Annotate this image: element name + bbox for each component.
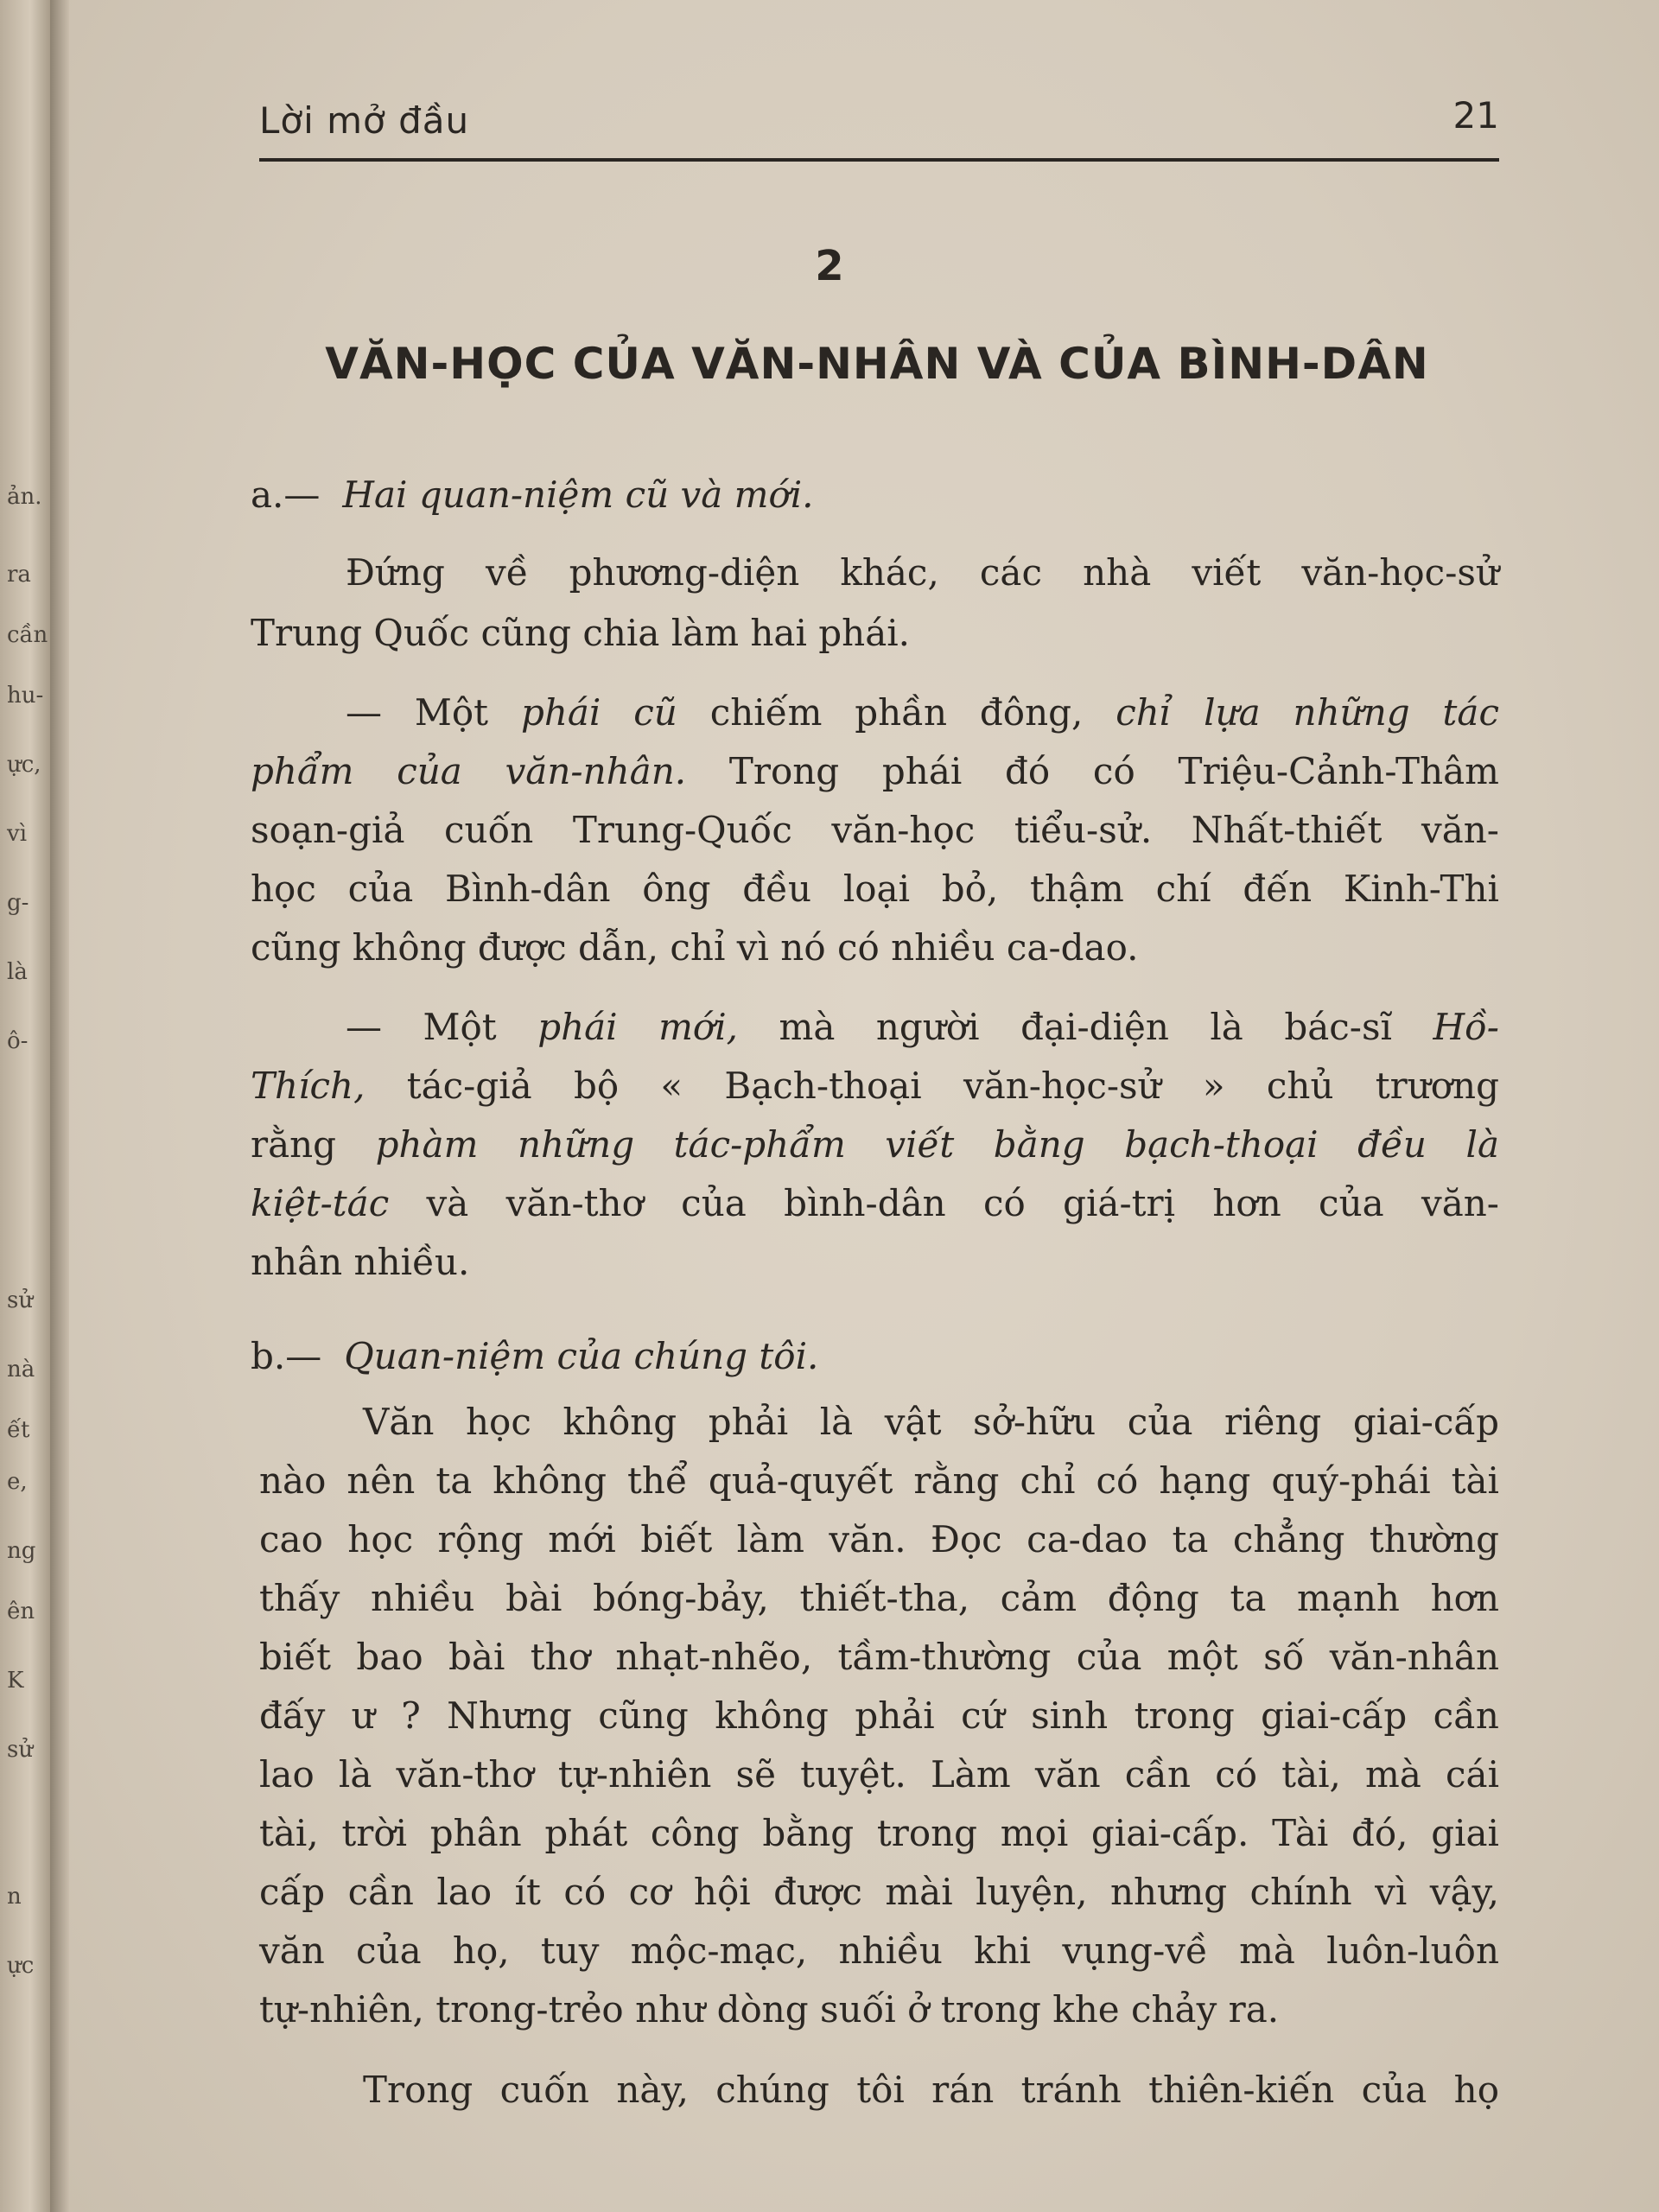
facing-page-fragment: ản. bbox=[7, 484, 42, 510]
chapter-number: 2 bbox=[815, 242, 844, 290]
paragraph-line: thấy nhiều bài bóng-bảy, thiết-tha, cảm động ta mạnh hơn bbox=[259, 1577, 1499, 1619]
chapter-title: VĂN-HỌC CỦA VĂN-NHÂN VÀ CỦA BÌNH-DÂN bbox=[325, 339, 1429, 389]
paragraph-line: cao học rộng mới biết làm văn. Đọc ca-dao ta chẳng thường bbox=[259, 1518, 1499, 1560]
facing-page-fragment: n bbox=[7, 1884, 22, 1910]
facing-page-fragment: nà bbox=[7, 1357, 35, 1382]
facing-page-fragment: vì bbox=[7, 821, 28, 847]
facing-page-fragment: là bbox=[7, 959, 28, 985]
paragraph-line: soạn-giả cuốn Trung-Quốc văn-học tiểu-sử. Nhất-thiết văn- bbox=[251, 809, 1499, 851]
page-header bbox=[259, 94, 1499, 151]
section-b-marker: b.— bbox=[251, 1335, 322, 1377]
facing-page-fragment: cần bbox=[7, 622, 48, 648]
paragraph-line: tự-nhiên, trong-trẻo như dòng suối ở trong khe chảy ra. bbox=[259, 1988, 1280, 2031]
facing-page-fragment: e, bbox=[7, 1469, 28, 1495]
section-a-marker: a.— bbox=[251, 474, 321, 516]
paragraph-line: lao là văn-thơ tự-nhiên sẽ tuyệt. Làm văn cần có tài, mà cái bbox=[259, 1753, 1499, 1796]
paragraph-line: biết bao bài thơ nhạt-nhẽo, tầm-thường của một số văn-nhân bbox=[259, 1636, 1499, 1678]
facing-page-fragment: ên bbox=[7, 1599, 35, 1624]
section-b-title: Quan-niệm của chúng tôi. bbox=[344, 1335, 819, 1377]
paragraph-line: văn của họ, tuy mộc-mạc, nhiều khi vụng-về mà luôn-luôn bbox=[259, 1929, 1499, 1972]
paragraph-line: nhân nhiều. bbox=[251, 1241, 470, 1283]
paragraph-line: rằng phàm những tác-phẩm viết bằng bạch-thoại đều là bbox=[251, 1123, 1499, 1166]
facing-page-fragment: ng bbox=[7, 1538, 36, 1564]
facing-page-edge bbox=[0, 0, 50, 2212]
section-a-heading bbox=[251, 474, 814, 516]
section-a-title: Hai quan-niệm cũ và mới. bbox=[342, 474, 814, 516]
paragraph-line: Thích, tác-giả bộ « Bạch-thoại văn-học-sử » chủ trương bbox=[251, 1065, 1499, 1107]
paragraph-line: tài, trời phân phát công bằng trong mọi giai-cấp. Tài đó, giai bbox=[259, 1812, 1499, 1854]
facing-page-fragment: ực, bbox=[7, 752, 41, 778]
paragraph-line: Đứng về phương-diện khác, các nhà viết văn-học-sử bbox=[346, 551, 1499, 594]
paragraph-line: Văn học không phải là vật sở-hữu của riêng giai-cấp bbox=[363, 1401, 1499, 1443]
book-gutter bbox=[50, 0, 69, 2212]
paragraph-line: kiệt-tác và văn-thơ của bình-dân có giá-trị hơn của văn- bbox=[251, 1182, 1499, 1224]
paragraph-line: Trung Quốc cũng chia làm hai phái. bbox=[251, 612, 911, 654]
paragraph-line: cấp cần lao ít có cơ hội được mài luyện, nhưng chính vì vậy, bbox=[259, 1871, 1499, 1913]
facing-page-fragment: sử bbox=[7, 1737, 34, 1763]
facing-page-fragment: sử bbox=[7, 1287, 34, 1313]
paragraph-line: nào nên ta không thể quả-quyết rằng chỉ có hạng quý-phái tài bbox=[259, 1459, 1499, 1502]
paragraph-line: — Một phái cũ chiếm phần đông, chỉ lựa những tác bbox=[346, 691, 1499, 734]
paragraph-line: Trong cuốn này, chúng tôi rán tránh thiên-kiến của họ bbox=[363, 2069, 1499, 2111]
facing-page-fragment: ra bbox=[7, 562, 31, 588]
facing-page-fragment: ực bbox=[7, 1953, 35, 1979]
paragraph-line: phẩm của văn-nhân. Trong phái đó có Triệu-Cảnh-Thâm bbox=[251, 750, 1499, 792]
paragraph-line: đấy ư ? Nhưng cũng không phải cứ sinh trong giai-cấp cần bbox=[259, 1694, 1499, 1737]
facing-page-fragment: g- bbox=[7, 890, 29, 916]
section-b-heading bbox=[251, 1335, 818, 1377]
paragraph-line: — Một phái mới, mà người đại-diện là bác-sĩ Hồ- bbox=[346, 1006, 1499, 1048]
page-number: 21 bbox=[1452, 94, 1499, 137]
facing-page-fragment: K bbox=[7, 1668, 24, 1694]
facing-page-fragment: hu- bbox=[7, 683, 44, 709]
facing-page-fragment: ết bbox=[7, 1417, 30, 1443]
running-title: Lời mở đầu bbox=[259, 99, 470, 142]
facing-page-fragment: ô- bbox=[7, 1028, 29, 1054]
paragraph-line: học của Bình-dân ông đều loại bỏ, thậm chí đến Kinh-Thi bbox=[251, 868, 1499, 910]
paragraph-line: cũng không được dẫn, chỉ vì nó có nhiều ca-dao. bbox=[251, 926, 1139, 969]
header-rule bbox=[259, 158, 1499, 162]
